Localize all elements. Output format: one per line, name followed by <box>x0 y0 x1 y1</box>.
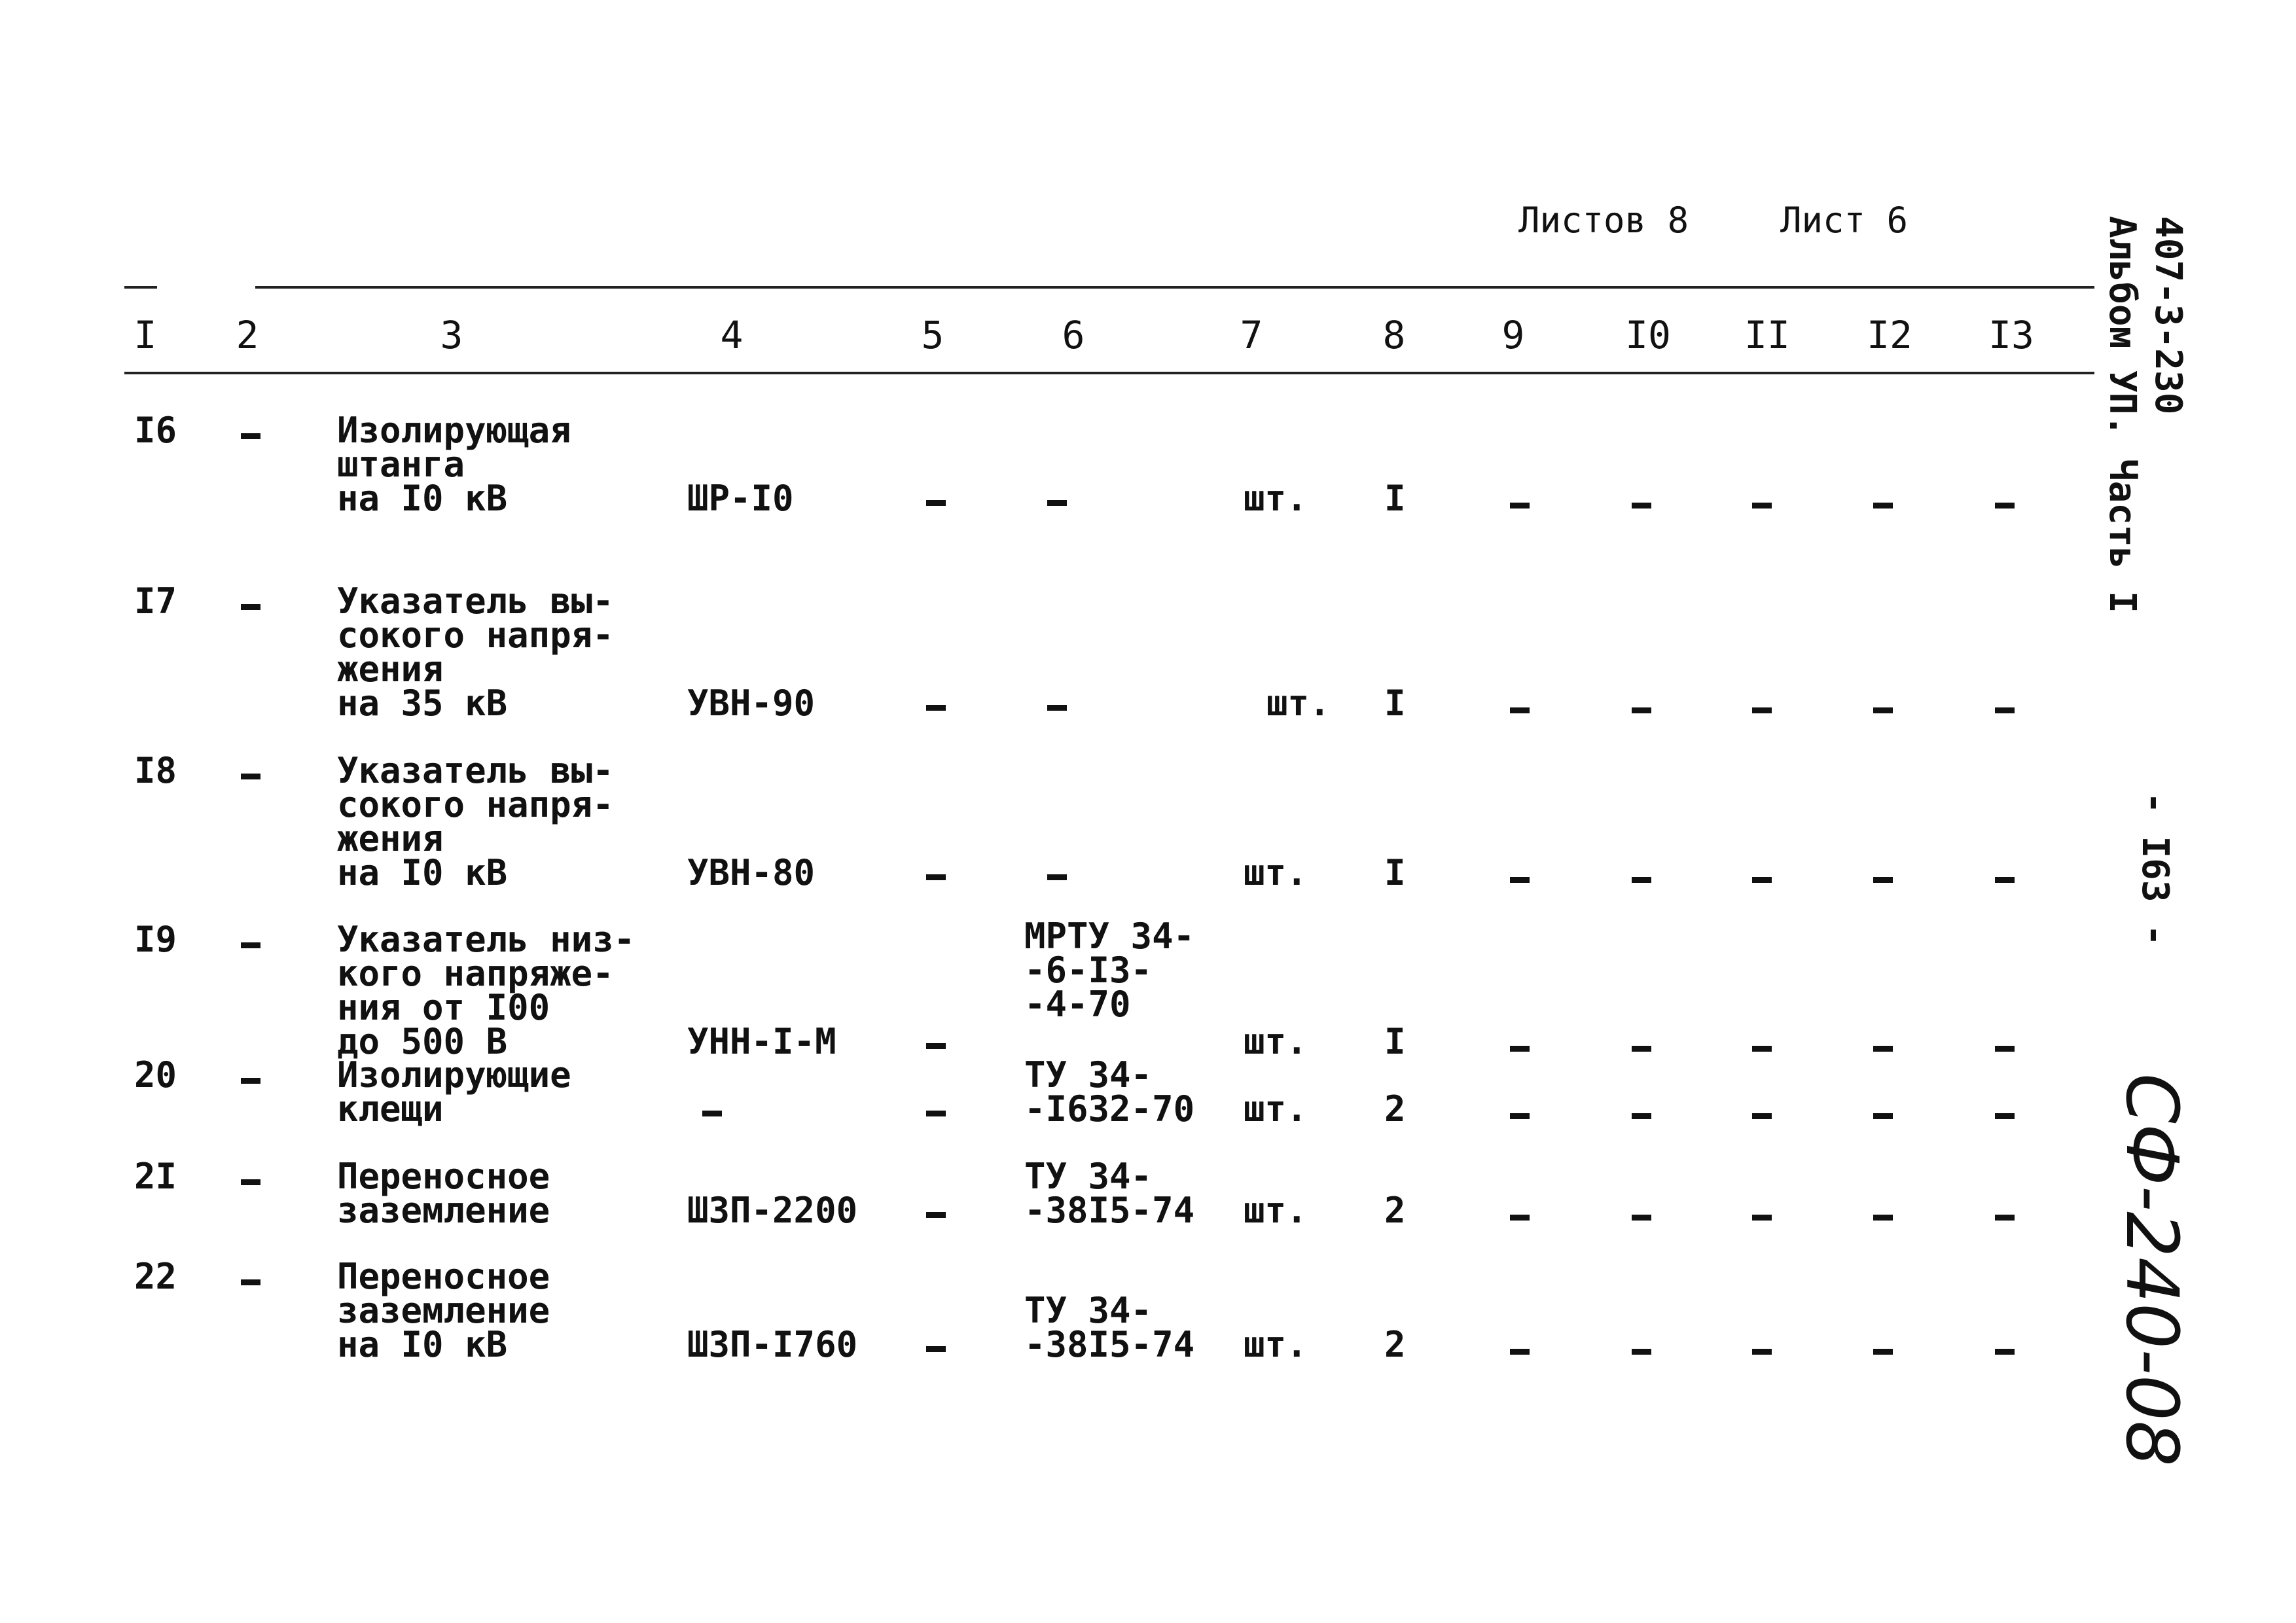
item-name: Переносное заземление <box>337 1156 550 1231</box>
empty-cell-dash <box>1752 877 1772 883</box>
empty-cell-dash <box>1510 1215 1530 1221</box>
quantity: 2 <box>1384 1088 1406 1130</box>
column-number: 9 <box>1501 313 1525 357</box>
column-number: 7 <box>1240 313 1263 357</box>
column-number: I0 <box>1625 313 1671 357</box>
empty-cell-dash <box>1873 503 1893 508</box>
standard-ref: ТУ 34- -38I5-74 <box>1024 1290 1195 1365</box>
item-type: УВН-90 <box>687 683 816 724</box>
empty-cell-dash <box>1632 1113 1651 1119</box>
col5-dash <box>926 874 946 880</box>
empty-cell-dash <box>1873 1046 1893 1052</box>
item-type: ШЗП-I760 <box>687 1324 858 1365</box>
column-number: 3 <box>440 313 463 357</box>
empty-cell-dash <box>1510 503 1530 508</box>
empty-cell-dash <box>1995 1113 2015 1119</box>
empty-cell-dash <box>1995 1215 2015 1221</box>
empty-cell-dash <box>1752 1113 1772 1119</box>
col5-dash <box>926 705 946 711</box>
standard-ref: ТУ 34- -38I5-74 <box>1024 1156 1195 1231</box>
unit: шт. <box>1244 478 1308 519</box>
column-number: II <box>1744 313 1790 357</box>
col2-dash <box>241 774 260 779</box>
empty-cell-dash <box>1510 707 1530 713</box>
empty-cell-dash <box>1752 1215 1772 1221</box>
item-name: Указатель низ- кого напряже- ния от I00 до 500 В <box>337 919 636 1062</box>
empty-cell-dash <box>1752 503 1772 508</box>
empty-cell-dash <box>1995 503 2015 508</box>
col5-dash <box>926 1043 946 1049</box>
unit: шт. <box>1244 852 1308 893</box>
item-name: Изолирующая штанга на I0 кВ <box>337 410 571 519</box>
quantity: I <box>1384 1021 1406 1062</box>
row-number: 2I <box>134 1156 177 1197</box>
standard-ref: ТУ 34- -I632-70 <box>1024 1054 1195 1130</box>
empty-cell-dash <box>1632 503 1651 508</box>
col5-dash <box>926 500 946 506</box>
sheet-number: Лист 6 <box>1780 200 1909 241</box>
empty-cell-dash <box>1873 1215 1893 1221</box>
empty-cell-dash <box>1632 1046 1651 1052</box>
empty-cell-dash <box>1873 1113 1893 1119</box>
type-dash <box>702 1111 722 1116</box>
column-number: 8 <box>1382 313 1406 357</box>
row-number: I6 <box>134 410 177 451</box>
unit: шт. <box>1266 683 1331 724</box>
row-number: I8 <box>134 750 177 791</box>
album-part: Альбом УП. Часть I <box>2101 216 2144 613</box>
column-number: I2 <box>1867 313 1912 357</box>
quantity: 2 <box>1384 1190 1406 1231</box>
empty-cell-dash <box>1873 877 1893 883</box>
unit: шт. <box>1244 1021 1308 1062</box>
empty-cell-dash <box>1510 1113 1530 1119</box>
item-type: УВН-80 <box>687 852 816 893</box>
item-type: ШЗП-2200 <box>687 1190 858 1231</box>
column-number: 2 <box>236 313 259 357</box>
empty-cell-dash <box>1752 1349 1772 1355</box>
col2-dash <box>241 1078 260 1084</box>
empty-cell-dash <box>1873 1349 1893 1355</box>
archive-stamp: СФ-240-08 <box>2110 1073 2194 1467</box>
page-number: - I63 - <box>2134 792 2176 947</box>
unit: шт. <box>1244 1324 1308 1365</box>
row-number: I7 <box>134 580 177 622</box>
header-rule <box>124 372 2094 374</box>
empty-cell-dash <box>1510 1349 1530 1355</box>
top-rule <box>255 286 2094 289</box>
empty-cell-dash <box>1873 707 1893 713</box>
doc-code: 407-3-230 <box>2147 216 2189 415</box>
empty-cell-dash <box>1752 1046 1772 1052</box>
col6-dash <box>1047 874 1067 880</box>
item-type: УНН-I-М <box>687 1021 836 1062</box>
col2-dash <box>241 433 260 439</box>
col2-dash <box>241 942 260 948</box>
empty-cell-dash <box>1632 707 1651 713</box>
top-rule-short <box>124 286 157 289</box>
item-name: Указатель вы- сокого напря- жения на 35 кВ <box>337 580 614 724</box>
empty-cell-dash <box>1995 1349 2015 1355</box>
empty-cell-dash <box>1752 707 1772 713</box>
row-number: 20 <box>134 1054 177 1096</box>
empty-cell-dash <box>1632 1349 1651 1355</box>
row-number: 22 <box>134 1256 177 1297</box>
sheets-count: Листов 8 <box>1518 200 1689 241</box>
quantity: I <box>1384 683 1406 724</box>
col2-dash <box>241 1179 260 1185</box>
quantity: I <box>1384 478 1406 519</box>
empty-cell-dash <box>1510 1046 1530 1052</box>
col6-dash <box>1047 705 1067 711</box>
col6-dash <box>1047 500 1067 506</box>
item-name: Указатель вы- сокого напря- жения на I0 кВ <box>337 750 614 893</box>
quantity: 2 <box>1384 1324 1406 1365</box>
col2-dash <box>241 1279 260 1285</box>
column-number: I <box>134 313 157 357</box>
item-name: Изолирующие клещи <box>337 1054 571 1130</box>
empty-cell-dash <box>1995 1046 2015 1052</box>
empty-cell-dash <box>1632 877 1651 883</box>
empty-cell-dash <box>1510 877 1530 883</box>
column-number: 6 <box>1062 313 1085 357</box>
item-name: Переносное заземление на I0 кВ <box>337 1256 550 1365</box>
quantity: I <box>1384 852 1406 893</box>
empty-cell-dash <box>1995 707 2015 713</box>
col5-dash <box>926 1212 946 1218</box>
row-number: I9 <box>134 919 177 960</box>
col5-dash <box>926 1346 946 1352</box>
column-number: I3 <box>1988 313 2034 357</box>
column-number: 4 <box>720 313 744 357</box>
column-number: 5 <box>921 313 944 357</box>
empty-cell-dash <box>1995 877 2015 883</box>
unit: шт. <box>1244 1190 1308 1231</box>
item-type: ШР-I0 <box>687 478 794 519</box>
standard-ref: МРТУ 34- -6-I3- -4-70 <box>1024 916 1195 1025</box>
unit: шт. <box>1244 1088 1308 1130</box>
col5-dash <box>926 1111 946 1116</box>
col2-dash <box>241 604 260 610</box>
empty-cell-dash <box>1632 1215 1651 1221</box>
